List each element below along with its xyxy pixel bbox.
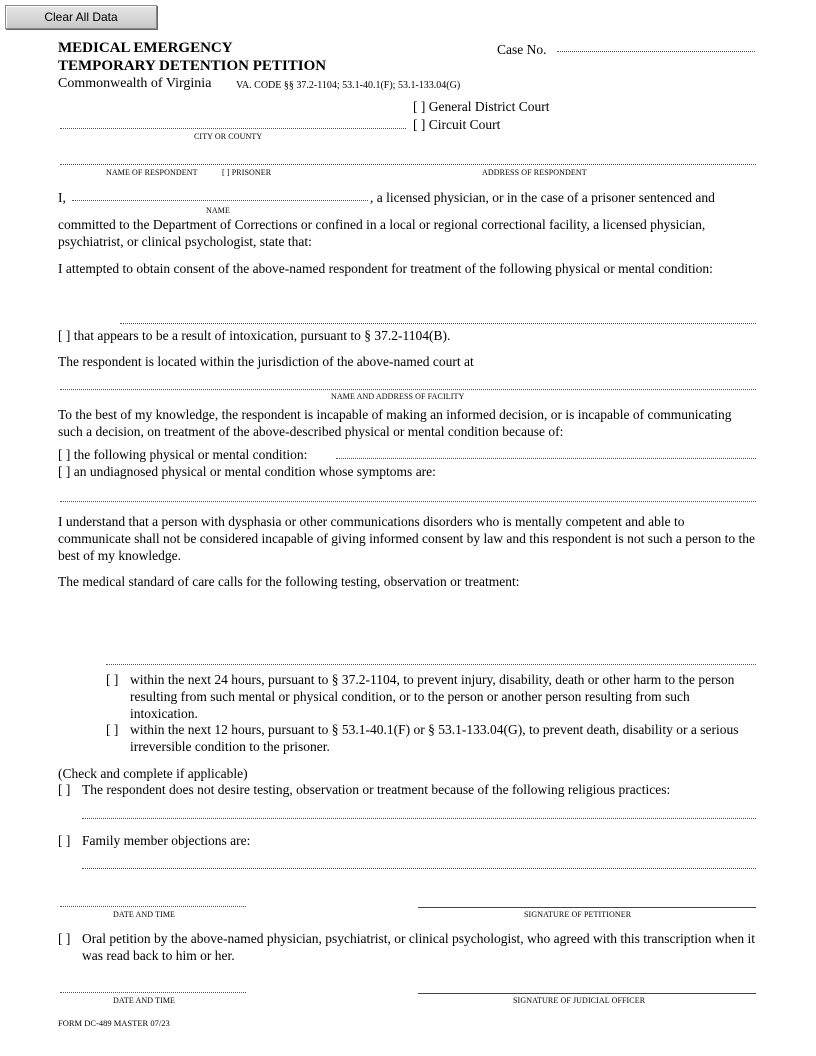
paragraph-committed: committed to the Department of Corrections or confined in a local or regional correctional facility, a licensed physician, psychiatrist, or clinical psychologist, state that:	[58, 217, 706, 249]
family-field[interactable]	[82, 868, 756, 869]
judicial-signature-label: SIGNATURE OF JUDICIAL OFFICER	[513, 996, 646, 1005]
i-prefix: I,	[58, 190, 66, 205]
petitioner-signature-line[interactable]	[418, 907, 756, 908]
form-id: FORM DC-489 MASTER 07/23	[58, 1018, 170, 1028]
family-text: Family member objections are:	[82, 833, 251, 848]
symptoms-field[interactable]	[60, 501, 756, 502]
petition-date-field[interactable]	[60, 906, 246, 907]
clear-all-data-button[interactable]: Clear All Data	[5, 5, 157, 29]
check-note: (Check and complete if applicable)	[58, 766, 248, 781]
facility-label: NAME AND ADDRESS OF FACILITY	[331, 392, 465, 401]
city-county-field[interactable]	[60, 128, 406, 129]
within-12-hours-checkbox[interactable]: [ ]	[106, 722, 119, 737]
judicial-date-field[interactable]	[60, 992, 246, 993]
oral-petition-text: Oral petition by the above-named physician, psychiatrist, or clinical psychologist, who agreed with this transcription when it was read back to him or her.	[82, 931, 755, 963]
facility-field[interactable]	[60, 389, 756, 390]
within-24-hours-text: within the next 24 hours, pursuant to § 37.2-1104, to prevent injury, disability, death or other harm to the person resulting from such mental or physical condition, or to the person or another person resulting from such intoxication.	[130, 672, 735, 721]
condition-option-checkbox[interactable]: [ ] the following physical or mental condition:	[58, 447, 308, 462]
located-text: The respondent is located within the jurisdiction of the above-named court at	[58, 354, 474, 369]
within-24-hours-checkbox[interactable]: [ ]	[106, 672, 119, 687]
within-12-hours-text: within the next 12 hours, pursuant to § 53.1-40.1(F) or § 53.1-133.04(G), to prevent death, disability or a serious irreversible condition to the prisoner.	[130, 722, 739, 754]
condition-option-field[interactable]	[336, 458, 756, 459]
form-title-line2: TEMPORARY DETENTION PETITION	[58, 58, 327, 74]
general-district-court-checkbox[interactable]: [ ] General District Court	[413, 99, 550, 114]
medical-standard-text: The medical standard of care calls for the following testing, observation or treatment:	[58, 574, 520, 589]
date-time-label-2: DATE AND TIME	[113, 996, 176, 1005]
family-checkbox[interactable]: [ ]	[58, 833, 71, 848]
respondent-name-label: NAME OF RESPONDENT	[106, 168, 198, 177]
religious-text: The respondent does not desire testing, observation or treatment because of the following religious practices:	[82, 782, 671, 797]
va-code-citation: VA. CODE §§ 37.2-1104; 53.1-40.1(F); 53.1-133.04(G)	[236, 80, 461, 91]
undiagnosed-option-checkbox[interactable]: [ ] an undiagnosed physical or mental condition whose symptoms are:	[58, 464, 436, 479]
city-county-label: CITY OR COUNTY	[194, 132, 263, 141]
judicial-signature-line[interactable]	[418, 993, 756, 994]
licensed-physician-text: , a licensed physician, or in the case of a prisoner sentenced and	[370, 190, 715, 205]
paragraph-incapable: To the best of my knowledge, the respondent is incapable of making an informed decision, or is incapable of communicating such a decision, on treatment of the above-described physical or mental condition because of:	[58, 407, 732, 439]
prisoner-checkbox[interactable]: [ ] PRISONER	[222, 168, 272, 177]
case-no-field[interactable]	[557, 51, 755, 52]
paragraph-consent: I attempted to obtain consent of the above-named respondent for treatment of the following physical or mental condition:	[58, 261, 713, 276]
circuit-court-checkbox[interactable]: [ ] Circuit Court	[413, 117, 501, 132]
physician-name-label: NAME	[206, 206, 230, 215]
oral-petition-checkbox[interactable]: [ ]	[58, 931, 71, 946]
respondent-address-label: ADDRESS OF RESPONDENT	[482, 168, 587, 177]
respondent-field[interactable]	[60, 164, 756, 165]
intoxication-checkbox[interactable]: [ ] that appears to be a result of intoxication, pursuant to § 37.2-1104(B).	[58, 328, 451, 343]
commonwealth-label: Commonwealth of Virginia	[58, 76, 212, 91]
religious-field[interactable]	[82, 818, 756, 819]
treatment-field[interactable]	[106, 664, 756, 665]
date-time-label-1: DATE AND TIME	[113, 910, 176, 919]
condition-field[interactable]	[120, 323, 756, 324]
form-title-line1: MEDICAL EMERGENCY	[58, 40, 233, 56]
petitioner-signature-label: SIGNATURE OF PETITIONER	[524, 910, 632, 919]
case-no-label: Case No.	[497, 42, 547, 57]
paragraph-dysphasia: I understand that a person with dysphasia or other communications disorders who is mentally competent and able to communicate shall not be considered incapable of giving informed consent by law and this respondent is not such a person to the best of my knowledge.	[58, 514, 755, 563]
physician-name-field[interactable]	[72, 200, 368, 201]
religious-checkbox[interactable]: [ ]	[58, 782, 71, 797]
